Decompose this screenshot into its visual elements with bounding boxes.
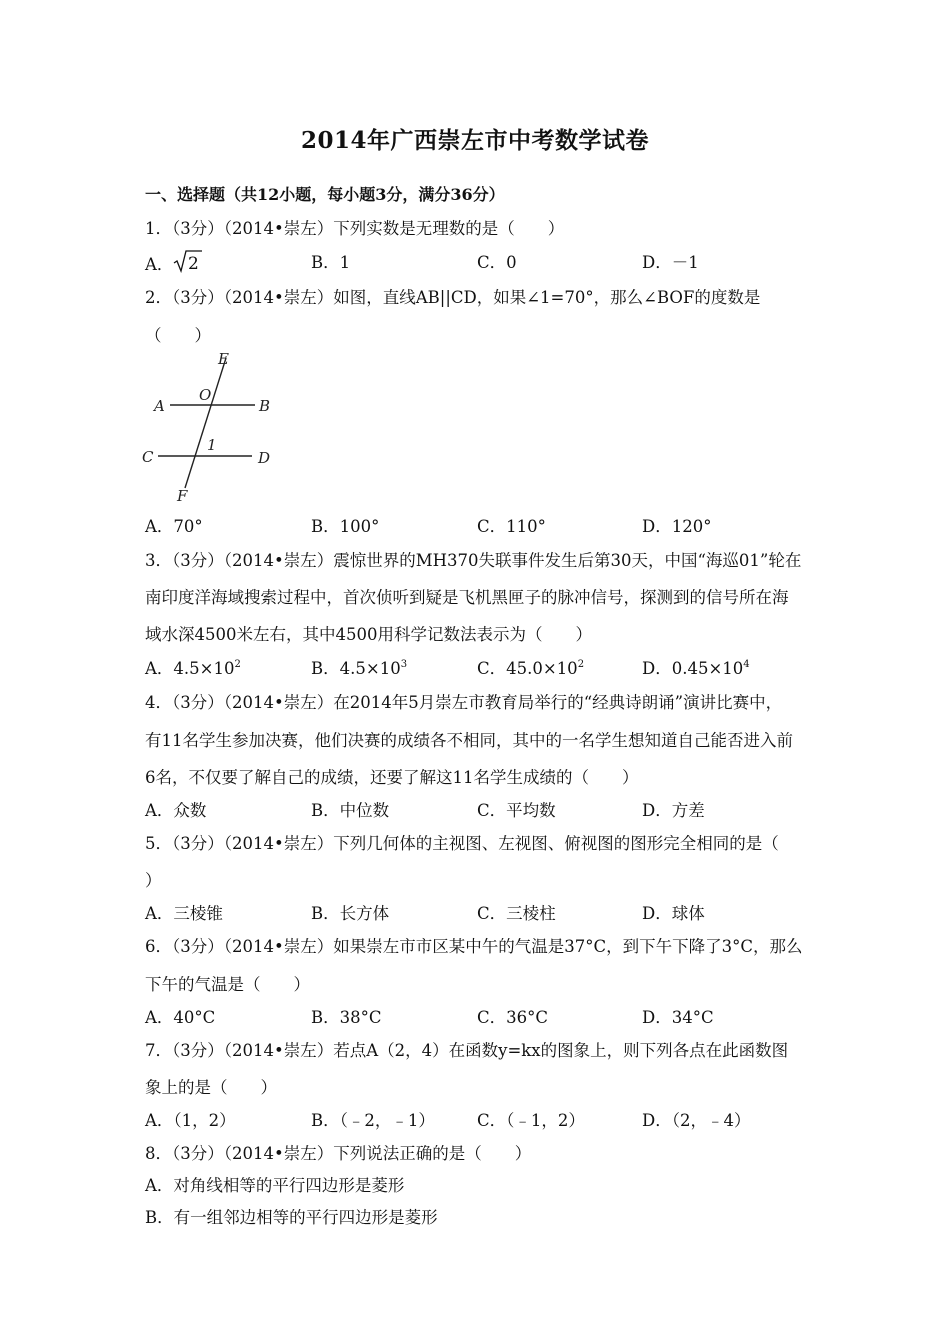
option-d-base: D．0.45×10	[642, 659, 744, 678]
question-3-stem-line-3: 域水深4500米左右，其中4500用科学记数法表示为（ ）	[145, 625, 592, 644]
question-4-options	[145, 797, 825, 821]
option-c	[477, 655, 584, 679]
option-a: A．众数	[145, 801, 207, 820]
option-c: C．三棱柱	[477, 904, 556, 923]
question-3-options	[145, 655, 825, 679]
question-7-options	[145, 1107, 825, 1131]
option-c-exponent: 2	[577, 659, 585, 670]
section-heading: 一、选择题（共12小题，每小题3分，满分36分）	[145, 185, 505, 204]
option-a-base: A．4.5×10	[145, 659, 235, 678]
question-2-options	[145, 513, 825, 537]
option-c: C．（﹣1，2）	[477, 1111, 585, 1130]
option-d: D．－1	[642, 253, 699, 272]
page-title: 2014年广西崇左市中考数学试卷	[300, 127, 649, 154]
label-d: D	[258, 449, 271, 467]
sqrt-symbol	[173, 249, 203, 277]
question-3-stem-line-1: 3．（3分）（2014•崇左）震惊世界的MH370失联事件发生后第30天，中国“海巡01”轮在	[145, 551, 802, 570]
question-2-stem-line-2: （ ）	[145, 326, 211, 345]
question-6-stem-line-2: 下午的气温是（ ）	[145, 975, 310, 994]
option-d: D．方差	[642, 801, 705, 820]
option-d: D．（2，﹣4）	[642, 1111, 751, 1130]
sqrt-radicand: 2	[188, 254, 200, 273]
question-8-option-b: B．有一组邻边相等的平行四边形是菱形	[145, 1208, 438, 1227]
option-b: B．1	[311, 253, 351, 272]
label-a: A	[154, 397, 165, 415]
question-7-stem-line-1: 7．（3分）（2014•崇左）若点A（2，4）在函数y=kx的图象上，则下列各点在此函数图	[145, 1041, 789, 1060]
option-a: A．40°C	[145, 1008, 216, 1027]
line-ef	[185, 358, 226, 488]
parallel-lines-figure	[140, 348, 280, 508]
option-a	[145, 249, 203, 277]
option-d-exponent: 4	[743, 659, 750, 670]
question-4-stem-line-1: 4．（3分）（2014•崇左）在2014年5月崇左市教育局举行的“经典诗朗诵”演讲比赛中，	[145, 693, 783, 712]
option-b-exponent: 3	[400, 659, 408, 670]
question-7-stem-line-2: 象上的是（ ）	[145, 1078, 277, 1097]
label-f: F	[177, 487, 188, 505]
question-6-options	[145, 1004, 825, 1028]
question-4-stem-line-2: 有11名学生参加决赛，他们决赛的成绩各不相同，其中的一名学生想知道自己能否进入前	[145, 731, 793, 750]
question-1-options	[145, 249, 825, 273]
option-c: C．平均数	[477, 801, 556, 820]
option-c: C．36°C	[477, 1008, 548, 1027]
option-c: C．110°	[477, 517, 546, 536]
option-b: B．38°C	[311, 1008, 382, 1027]
question-4-stem-line-3: 6名，不仅要了解自己的成绩，还要了解这11名学生成绩的（ ）	[145, 768, 639, 787]
option-a: A．三棱锥	[145, 904, 223, 923]
question-5-options	[145, 900, 825, 924]
label-c: C	[142, 448, 154, 466]
question-2-stem-line-1: 2．（3分）（2014•崇左）如图，直线AB||CD，如果∠1=70°，那么∠BOF的度数是	[145, 288, 761, 307]
option-a: A．（1，2）	[145, 1111, 236, 1130]
option-c-base: C．45.0×10	[477, 659, 578, 678]
option-b: B．长方体	[311, 904, 390, 923]
question-5-stem-line-2: ）	[145, 871, 162, 890]
option-b: B．中位数	[311, 801, 390, 820]
option-c: C．0	[477, 253, 517, 272]
question-3-stem-line-2: 南印度洋海域搜索过程中，首次侦听到疑是飞机黑匣子的脉冲信号，探测到的信号所在海	[145, 588, 789, 607]
option-a	[145, 655, 241, 679]
option-d: D．球体	[642, 904, 705, 923]
label-one: 1	[207, 436, 217, 454]
option-b-base: B．4.5×10	[311, 659, 401, 678]
label-o: O	[199, 386, 212, 404]
question-1-stem: 1．（3分）（2014•崇左）下列实数是无理数的是（ ）	[145, 219, 565, 238]
question-5-stem-line-1: 5．（3分）（2014•崇左）下列几何体的主视图、左视图、俯视图的图形完全相同的是（	[145, 834, 779, 853]
question-6-stem-line-1: 6．（3分）（2014•崇左）如果崇左市市区某中午的气温是37°C，到下午下降了3°C，那么	[145, 937, 803, 956]
option-d: D．120°	[642, 517, 712, 536]
option-b: B．（﹣2，﹣1）	[311, 1111, 435, 1130]
option-d: D．34°C	[642, 1008, 714, 1027]
option-d	[642, 655, 750, 679]
label-b: B	[259, 397, 271, 415]
option-a: A．70°	[145, 517, 203, 536]
label-e: E	[218, 350, 229, 368]
question-8-stem: 8．（3分）（2014•崇左）下列说法正确的是（ ）	[145, 1144, 532, 1163]
option-a-exponent: 2	[234, 659, 241, 670]
option-b: B．100°	[311, 517, 380, 536]
option-a-label: A．	[145, 255, 174, 274]
option-b	[311, 655, 407, 679]
question-8-option-a: A．对角线相等的平行四边形是菱形	[145, 1176, 405, 1195]
